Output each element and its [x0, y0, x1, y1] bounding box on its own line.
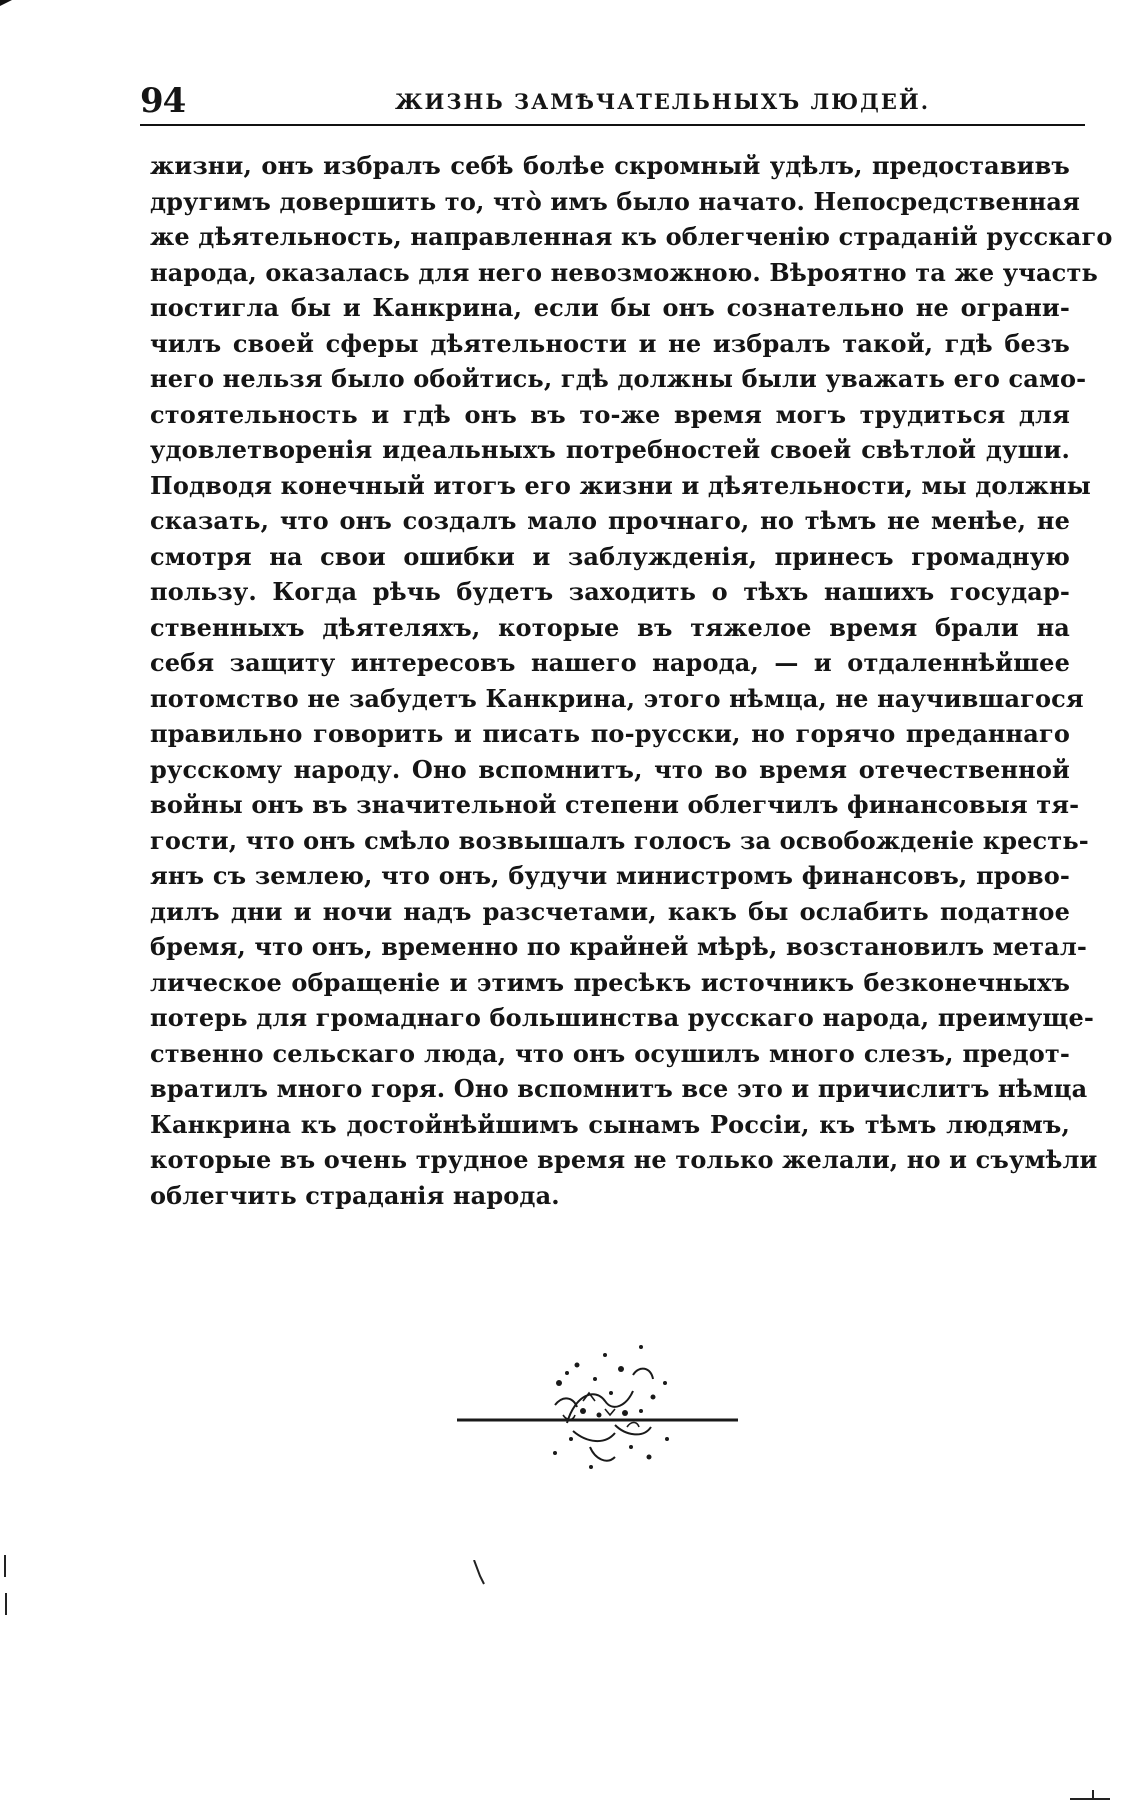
text-line: дилъ дни и ночи надъ разсчетами, какъ бы ослабить податное	[150, 896, 1070, 926]
text-line: бремя, что онъ, временно по крайней мѣрѣ, возстановилъ метал-	[150, 932, 1088, 961]
page-number: 94	[140, 81, 186, 121]
text-line: себя защиту интересовъ нашего народа, — и отдаленнѣйшее	[150, 648, 1070, 677]
text-line: русскому народу. Оно вспомнитъ, что во время отечественной	[150, 754, 1070, 784]
text-line: войны онъ въ значительной степени облегчилъ финансовыя тя-	[150, 790, 1080, 819]
tailpiece-ornament	[455, 1335, 740, 1475]
text-line: Канкрина къ достойнѣйшимъ сынамъ Россiи, къ тѣмъ людямъ,	[150, 1109, 1070, 1139]
text-line: потерь для громаднаго большинства русскаго народа, преимуще-	[150, 1003, 1094, 1032]
text-line: чилъ своей сферы дѣятельности и не избралъ такой, гдѣ безъ	[150, 328, 1070, 358]
text-line: другимъ довершить то, что̀ имъ было начато. Непосредственная	[150, 186, 1080, 216]
text-line: народа, оказалась для него невозможною. Вѣроятно та же участь	[150, 257, 1098, 287]
text-line: постигла бы и Канкрина, если бы онъ сознательно не ограни-	[150, 293, 1070, 322]
scan-artifact-mark	[1070, 1790, 1110, 1802]
text-line: вратилъ много горя. Оно вспомнитъ все это и причислитъ нѣмца	[150, 1074, 1088, 1103]
text-line: же дѣятельность, направленная къ облегченiю страданiй русскаго	[150, 222, 1113, 251]
text-line: ственныхъ дѣятеляхъ, которые въ тяжелое время брали на	[150, 612, 1070, 642]
text-line: янъ съ землею, что онъ, будучи министромъ финансовъ, прово-	[150, 861, 1070, 890]
scan-artifact-mark	[0, 0, 12, 6]
text-line: которые въ очень трудное время не только желали, но и съумѣли	[150, 1145, 1098, 1174]
text-line: правильно говорить и писать по-русски, но горячо преданнаго	[150, 719, 1070, 748]
text-line: потомство не забудетъ Канкрина, этого нѣмца, не научившагося	[150, 683, 1084, 713]
header-rule	[140, 124, 1085, 126]
text-line: гости, что онъ смѣло возвышалъ голосъ за освобожденiе кресть-	[150, 825, 1089, 855]
body-text	[150, 148, 1113, 1213]
text-line: облегчить страданiя народа.	[150, 1180, 560, 1210]
text-line: стоятельность и гдѣ онъ въ то-же время могъ трудиться для	[150, 399, 1070, 429]
text-line: жизни, онъ избралъ себѣ болѣе скромный удѣлъ, предоставивъ	[150, 151, 1070, 180]
text-line: Подводя конечный итогъ его жизни и дѣятельности, мы должны	[150, 470, 1091, 500]
text-line: ственно сельскаго люда, что онъ осушилъ много слезъ, предот-	[150, 1038, 1070, 1068]
text-line: сказать, что онъ создалъ мало прочнаго, но тѣмъ не менѣе, не	[150, 506, 1070, 535]
scan-artifact-mark	[3, 1555, 9, 1615]
text-line: смотря на свои ошибки и заблужденiя, принесъ громадную	[150, 541, 1070, 571]
text-line: удовлетворенiя идеальныхъ потребностей своей свѣтлой души.	[150, 435, 1070, 464]
text-line: пользу. Когда рѣчь будетъ заходить о тѣхъ нашихъ государ-	[150, 577, 1070, 606]
text-line: него нельзя было обойтись, гдѣ должны были уважать его само-	[150, 364, 1087, 393]
scan-artifact-mark	[472, 1560, 488, 1586]
text-line: лическое обращенiе и этимъ пресѣкъ источникъ безконечныхъ	[150, 967, 1070, 997]
running-title: ЖИЗНЬ ЗАМѢЧАТЕЛЬНЫХЪ ЛЮДЕЙ.	[395, 89, 931, 114]
